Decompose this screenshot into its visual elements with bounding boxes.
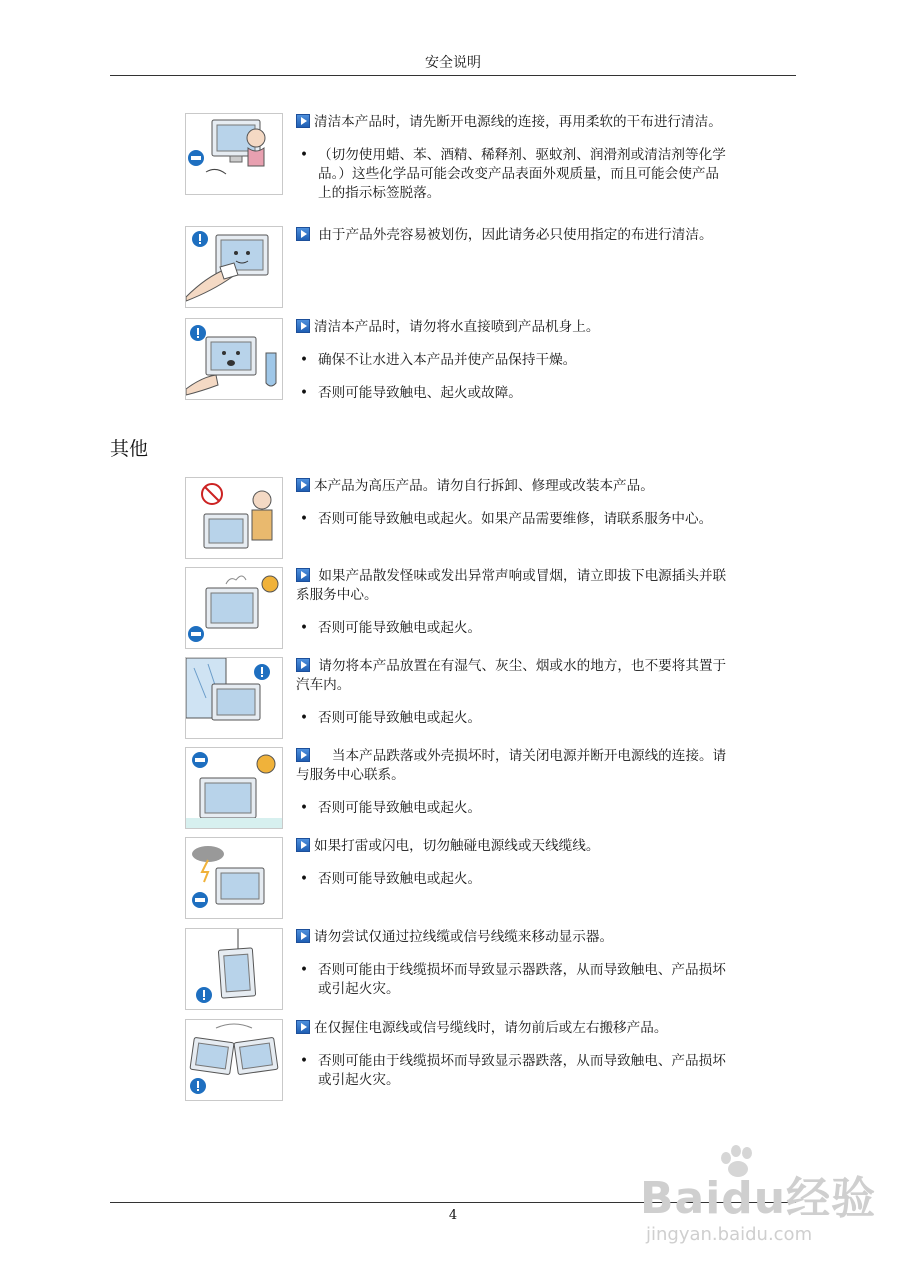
repairman-illustration	[185, 477, 283, 559]
hanging-monitor-illustration	[185, 928, 283, 1010]
item-bullet: • 否则可能导致触电或起火。	[296, 870, 732, 889]
unplug-icon	[192, 892, 208, 908]
arrow-bullet-icon	[296, 568, 310, 582]
watermark-url: jingyan.baidu.com	[646, 1224, 813, 1245]
arrow-bullet-icon	[296, 114, 310, 128]
unplug-icon	[188, 150, 204, 166]
arrow-bullet-icon	[296, 227, 310, 241]
warning-icon	[254, 664, 270, 680]
item-main-text: 请勿将本产品放置在有湿气、灰尘、烟或水的地方，也不要将其置于汽车内。	[296, 658, 727, 693]
item-main-text: 如果打雷或闪电，切勿触碰电源线或天线缆线。	[314, 838, 600, 854]
window-rain-illustration	[185, 657, 283, 739]
arrow-bullet-icon	[296, 478, 310, 492]
watermark-logo: Baidu经验	[640, 1173, 877, 1224]
item-main-text: 如果产品散发怪味或发出异常声响或冒烟，请立即拔下电源插头并联系服务中心。	[296, 568, 727, 603]
section-heading: 其他	[110, 438, 149, 460]
arrow-bullet-icon	[296, 929, 310, 943]
item-bullet: • 否则可能由于线缆损坏而导致显示器跌落，从而导致触电、产品损坏或引起火灾。	[296, 1052, 732, 1090]
page-header: 安全说明	[425, 55, 481, 71]
item-bullet: • 否则可能由于线缆损坏而导致显示器跌落，从而导致触电、产品损坏或引起火灾。	[296, 961, 732, 999]
baidu-watermark	[640, 1150, 880, 1250]
item-main-text: 在仅握住电源线或信号缆线时，请勿前后或左右搬移产品。	[314, 1020, 668, 1036]
unplug-icon	[192, 752, 208, 768]
item-main-text: 请勿尝试仅通过拉线缆或信号线缆来移动显示器。	[314, 929, 614, 945]
arrow-bullet-icon	[296, 658, 310, 672]
damaged-monitor-illustration	[185, 747, 283, 829]
warning-icon	[190, 1078, 206, 1094]
smoking-monitor-illustration	[185, 567, 283, 649]
item-main-text: 本产品为高压产品。请勿自行拆卸、修理或改装本产品。	[314, 478, 654, 494]
unplug-icon	[188, 626, 204, 642]
wiping-monitor-illustration	[185, 226, 283, 308]
warning-icon	[190, 325, 206, 341]
item-bullet: • 否则可能导致触电或起火。	[296, 799, 732, 818]
item-main-text: 清洁本产品时，请先断开电源线的连接，再用柔软的干布进行清洁。	[314, 114, 722, 130]
warning-icon	[196, 987, 212, 1003]
item-main-text: 由于产品外壳容易被划伤，因此请务必只使用指定的布进行清洁。	[314, 227, 713, 243]
item-bullet: • 否则可能导致触电或起火。	[296, 619, 732, 638]
item-bullet: • （切勿使用蜡、苯、酒精、稀释剂、驱蚊剂、润滑剂或清洁剂等化学品。）这些化学品可能会改变产品表面外观质量，而且可能会使产品上的指示标签脱落。	[296, 146, 732, 203]
arrow-bullet-icon	[296, 319, 310, 333]
arrow-bullet-icon	[296, 748, 310, 762]
item-bullet: • 否则可能导致触电或起火。	[296, 709, 732, 728]
swinging-monitor-illustration	[185, 1019, 283, 1101]
warning-icon	[192, 231, 208, 247]
cleaning-monitor-illustration	[185, 113, 283, 195]
lightning-illustration	[185, 837, 283, 919]
item-bullet: • 确保不让水进入本产品并使产品保持干燥。	[296, 351, 732, 370]
item-bullet: • 否则可能导致触电、起火或故障。	[296, 384, 732, 403]
arrow-bullet-icon	[296, 1020, 310, 1034]
spray-bottle-illustration	[185, 318, 283, 400]
item-main-text: 清洁本产品时，请勿将水直接喷到产品机身上。	[314, 319, 600, 335]
page-number: 4	[448, 1208, 458, 1223]
item-bullet: • 否则可能导致触电或起火。如果产品需要维修，请联系服务中心。	[296, 510, 732, 529]
header-rule	[110, 75, 796, 76]
item-main-text: 当本产品跌落或外壳损坏时，请关闭电源并断开电源线的连接。请与服务中心联系。	[296, 748, 727, 783]
no-disassemble-icon	[202, 484, 222, 504]
arrow-bullet-icon	[296, 838, 310, 852]
